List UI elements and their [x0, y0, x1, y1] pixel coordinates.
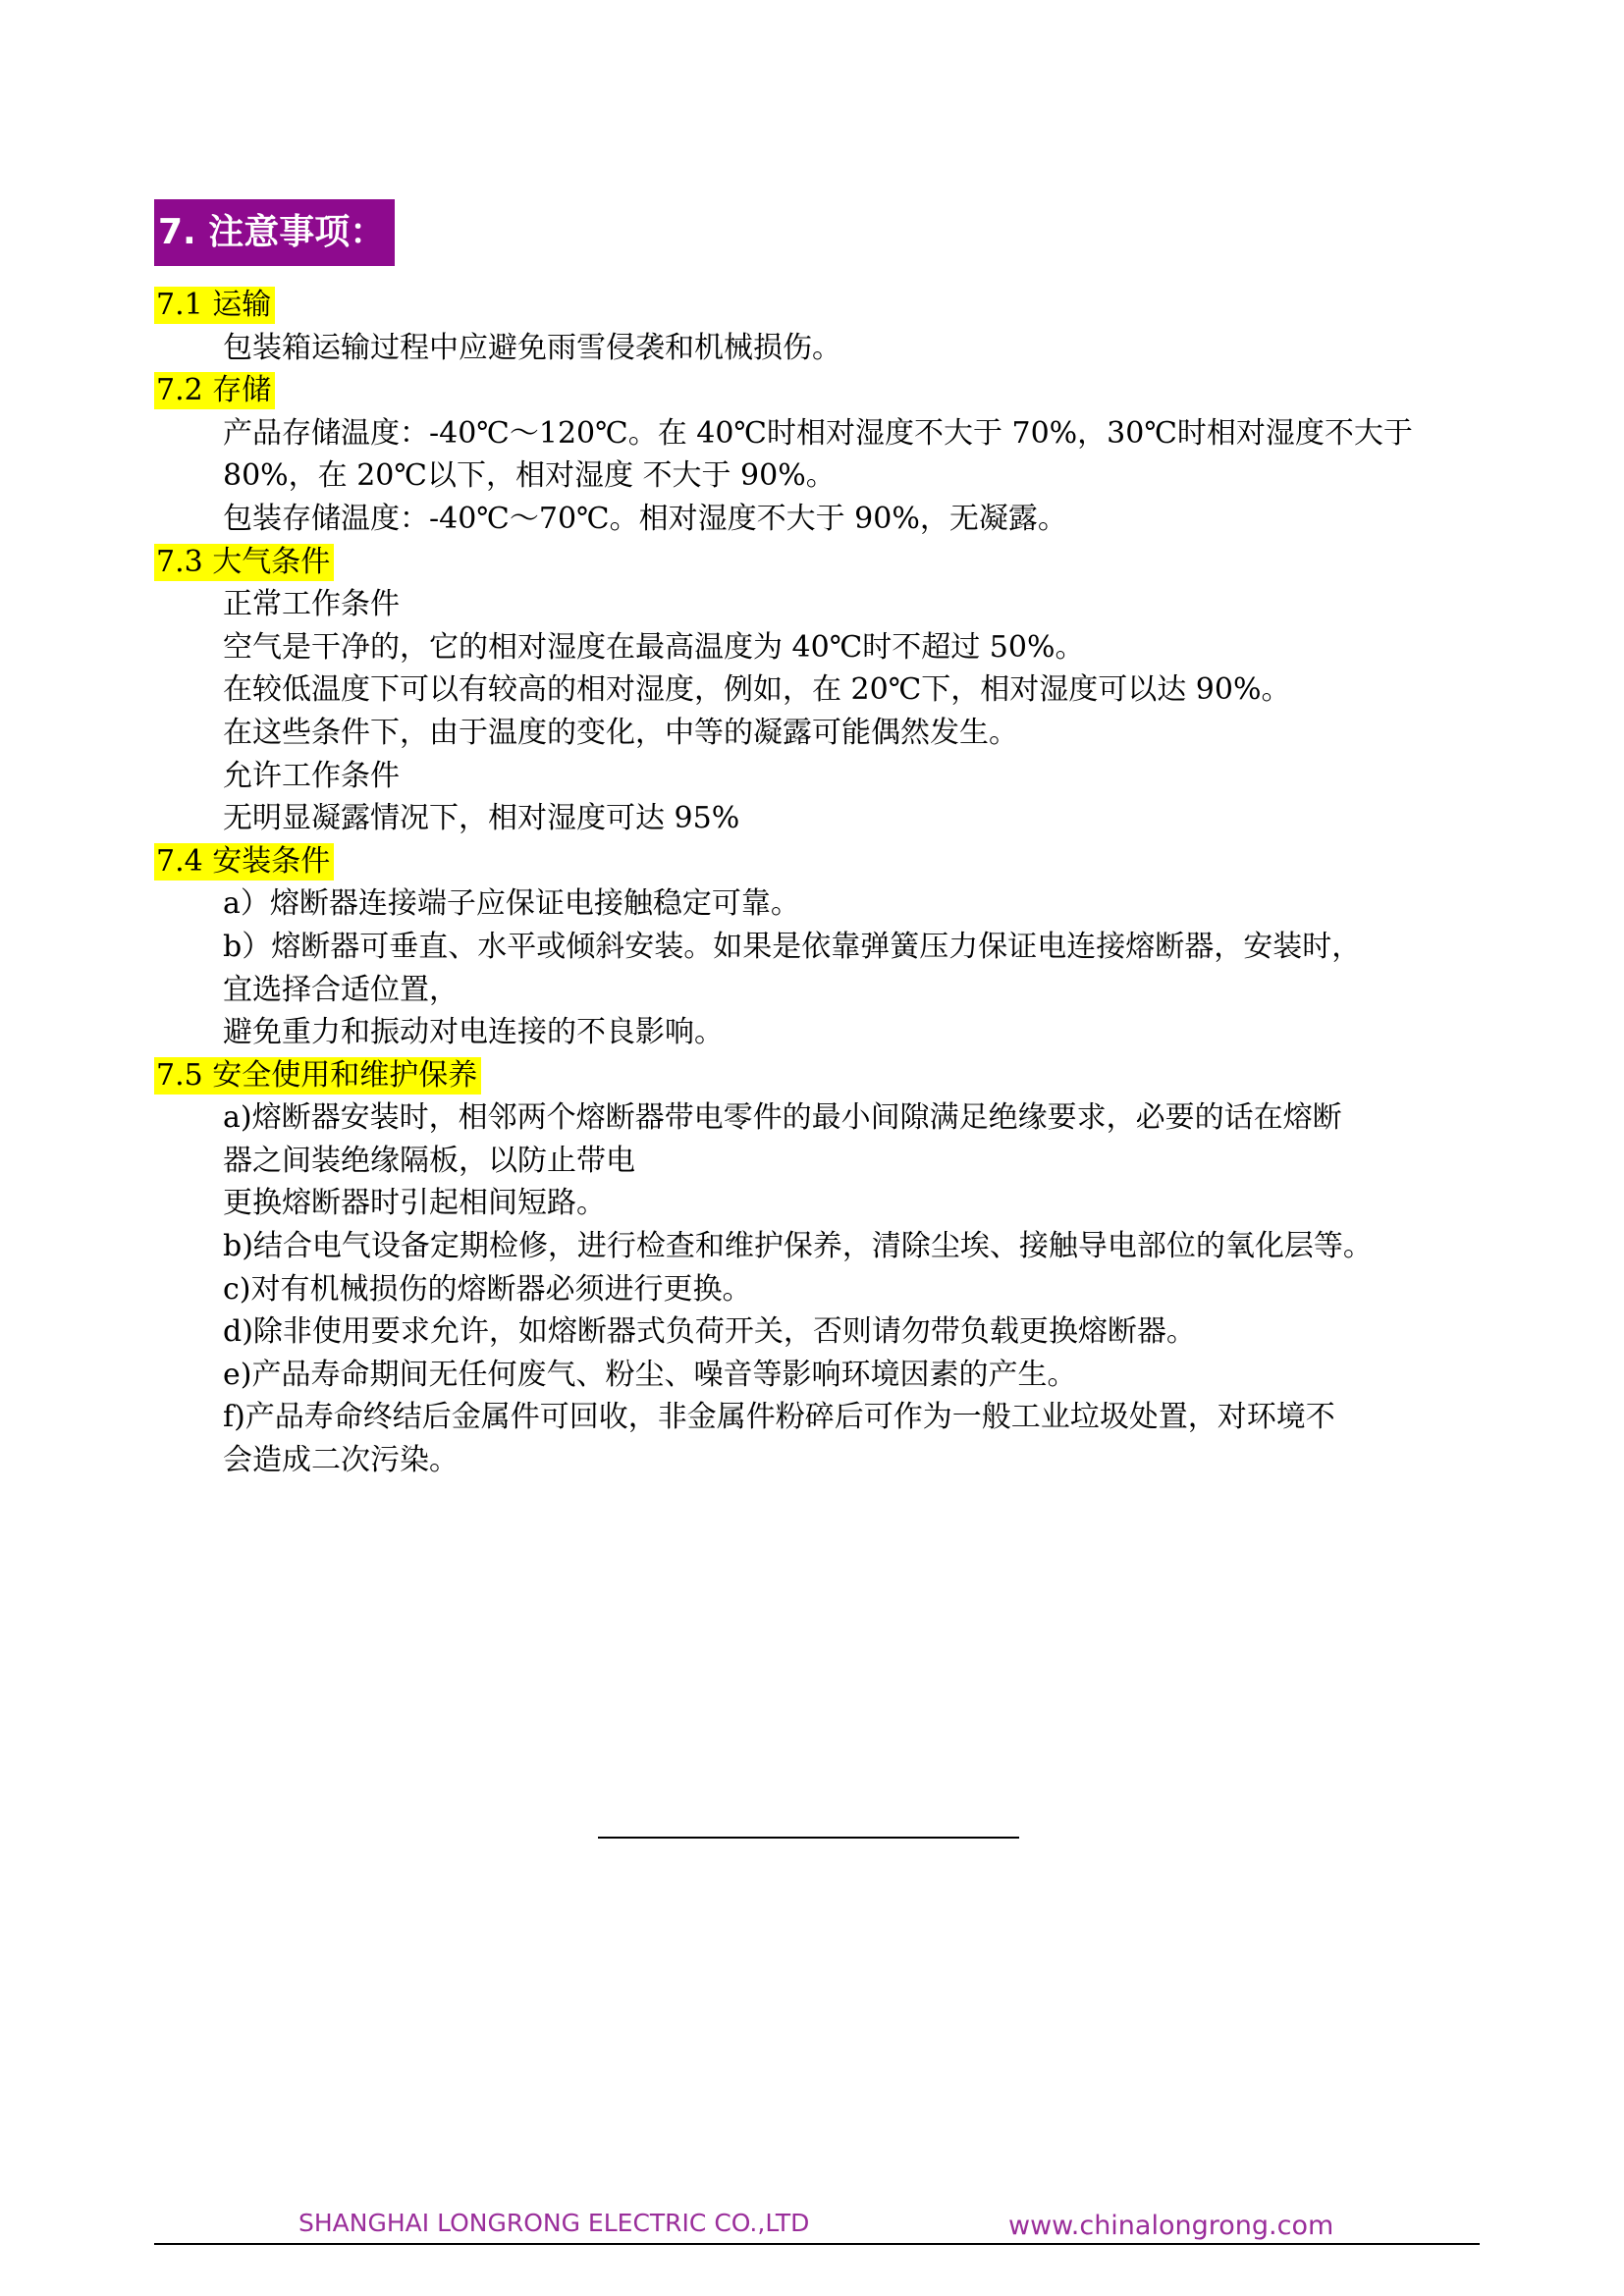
- footer-website[interactable]: www.chinalongrong.com: [1008, 2211, 1334, 2241]
- section-heading: [154, 541, 1480, 584]
- paragraph-line: 会造成二次污染。: [223, 1443, 459, 1478]
- paragraph-line: 允许工作条件: [223, 758, 400, 793]
- paragraph-line: 在较低温度下可以有较高的相对湿度，例如，在 20℃下，相对湿度可以达 90%。: [223, 672, 1291, 708]
- section-heading: [154, 284, 1480, 327]
- paragraph-line: c)对有机械损伤的熔断器必须进行更换。: [223, 1271, 752, 1307]
- paragraph-line: 避免重力和振动对电连接的不良影响。: [223, 1015, 724, 1050]
- footer-rule: [154, 2243, 1480, 2245]
- section-heading: [154, 369, 1480, 412]
- paragraph-line: 宜选择合适位置，: [223, 972, 459, 1007]
- footer-company-name: SHANGHAI LONGRONG ELECTRIC CO.,LTD: [298, 2209, 810, 2237]
- paragraph-line: 产品存储温度：-40℃～120℃。在 40℃时相对湿度不大于 70%，30℃时相对湿度不大于: [223, 415, 1413, 451]
- section-title: 7. 注意事项：: [154, 199, 395, 266]
- paragraph-line: 包装存储温度：-40℃～70℃。相对湿度不大于 90%，无凝露。: [223, 501, 1067, 536]
- section-heading: [154, 840, 1480, 883]
- paragraph-line: 正常工作条件: [223, 587, 400, 622]
- paragraph-line: 80%，在 20℃以下，相对湿度 不大于 90%。: [223, 458, 836, 494]
- paragraph-line: 包装箱运输过程中应避免雨雪侵袭和机械损伤。: [223, 330, 841, 365]
- paragraph-line: d)除非使用要求允许，如熔断器式负荷开关，否则请勿带负载更换熔断器。: [223, 1314, 1196, 1350]
- paragraph-line: b）熔断器可垂直、水平或倾斜安装。如果是依靠弹簧压力保证电连接熔断器，安装时，: [223, 929, 1362, 964]
- divider-line: [598, 1837, 1019, 1839]
- paragraph-line: b)结合电气设备定期检修，进行检查和维护保养，清除尘埃、接触导电部位的氧化层等。: [223, 1229, 1373, 1264]
- section-heading-label: 7.4 安装条件: [154, 843, 334, 881]
- section-heading-label: 7.3 大气条件: [154, 544, 334, 581]
- paragraph-line: 空气是干净的，它的相对湿度在最高温度为 40℃时不超过 50%。: [223, 629, 1085, 665]
- paragraph-line: a）熔断器连接端子应保证电接触稳定可靠。: [223, 886, 800, 922]
- paragraph-line: 更换熔断器时引起相间短路。: [223, 1186, 606, 1221]
- section-heading: [154, 1054, 1480, 1097]
- paragraph-line: e)产品寿命期间无任何废气、粉尘、噪音等影响环境因素的产生。: [223, 1357, 1077, 1392]
- paragraph-line: 器之间装绝缘隔板，以防止带电: [223, 1143, 635, 1178]
- document-body: [154, 284, 1480, 1482]
- paragraph-line: a)熔断器安装时，相邻两个熔断器带电零件的最小间隙满足绝缘要求，必要的话在熔断: [223, 1100, 1342, 1136]
- section-heading-label: 7.1 运输: [154, 287, 275, 324]
- paragraph-line: f)产品寿命终结后金属件可回收，非金属件粉碎后可作为一般工业垃圾处置，对环境不: [223, 1400, 1335, 1435]
- paragraph-line: 在这些条件下，由于温度的变化，中等的凝露可能偶然发生。: [223, 715, 1018, 750]
- section-heading-label: 7.5 安全使用和维护保养: [154, 1057, 481, 1095]
- paragraph-line: 无明显凝露情况下，相对湿度可达 95%: [223, 801, 740, 836]
- section-heading-label: 7.2 存储: [154, 372, 275, 409]
